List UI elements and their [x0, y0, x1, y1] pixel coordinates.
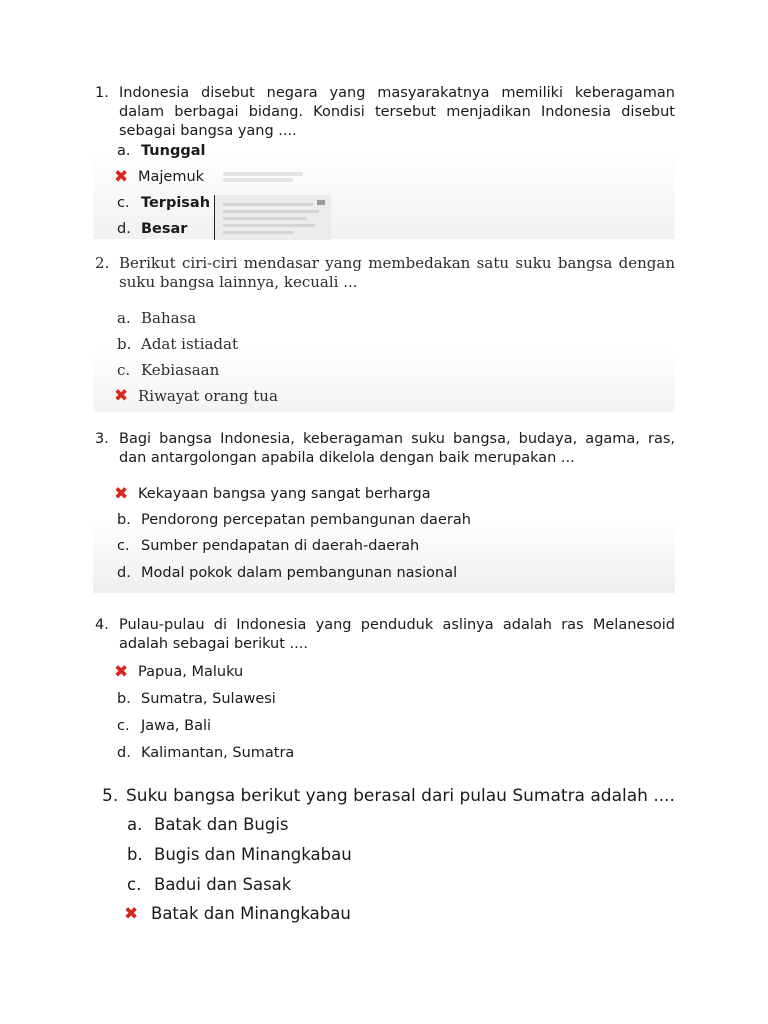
option-b[interactable]: [114, 167, 205, 187]
option-text: Modal pokok dalam pembangunan nasional: [141, 565, 458, 581]
question-text: Pulau-pulau di Indonesia yang penduduk aslinya adalah ras Melanesoid adalah sebagai berikut ....: [119, 617, 675, 652]
question-1: [93, 80, 675, 239]
option-c[interactable]: [117, 360, 219, 380]
option-c[interactable]: [117, 536, 419, 556]
option-letter: b.: [127, 845, 143, 864]
option-a[interactable]: [117, 308, 196, 328]
option-text: Majemuk: [138, 169, 205, 185]
option-a[interactable]: [127, 815, 289, 835]
option-text: Terpisah: [141, 195, 211, 211]
wrong-mark-icon: ✖: [114, 662, 129, 682]
blurred-caption: [223, 170, 303, 186]
option-text: Batak dan Minangkabau: [151, 904, 351, 923]
option-b[interactable]: [117, 510, 471, 530]
option-text: Sumber pendapatan di daerah-daerah: [141, 538, 420, 554]
wrong-mark-icon: ✖: [124, 904, 139, 924]
option-letter: c.: [117, 361, 131, 379]
option-d[interactable]: [117, 563, 457, 583]
question-stem: [95, 84, 675, 141]
option-letter: b.: [117, 335, 132, 353]
question-2: [93, 250, 675, 412]
question-stem: [95, 430, 675, 468]
option-text: Adat istiadat: [141, 335, 239, 353]
option-a[interactable]: [114, 662, 244, 682]
option-text: Besar: [141, 221, 188, 237]
option-text: Sumatra, Sulawesi: [141, 691, 276, 707]
option-letter: c.: [117, 718, 130, 734]
option-d[interactable]: [117, 743, 294, 763]
option-a[interactable]: [117, 141, 205, 161]
option-text: Bahasa: [141, 309, 197, 327]
question-3: [93, 426, 675, 593]
option-text: Kekayaan bangsa yang sangat berharga: [138, 486, 431, 502]
option-letter: a.: [117, 143, 131, 159]
option-letter: a.: [127, 815, 143, 834]
option-letter: c.: [127, 875, 142, 894]
option-letter: c.: [117, 538, 130, 554]
question-stem: [95, 254, 675, 292]
option-text: Jawa, Bali: [141, 718, 212, 734]
option-letter: d.: [117, 565, 131, 581]
option-letter: c.: [117, 195, 130, 211]
option-c[interactable]: [117, 193, 210, 213]
question-number: 1.: [95, 85, 109, 101]
option-text: Pendorong percepatan pembangunan daerah: [141, 512, 471, 528]
option-d[interactable]: [117, 219, 187, 239]
question-number: 4.: [95, 617, 109, 633]
option-letter: a.: [117, 309, 131, 327]
wrong-mark-icon: ✖: [114, 484, 129, 504]
option-text: Tunggal: [141, 143, 206, 159]
question-stem: [102, 786, 682, 806]
option-d[interactable]: [124, 904, 351, 924]
option-text: Kalimantan, Sumatra: [141, 745, 295, 761]
option-text: Badui dan Sasak: [154, 875, 292, 894]
question-text: Indonesia disebut negara yang masyarakatnya memiliki keberagaman dalam berbagai bidang. Kondisi tersebut menjadikan Indonesia disebut sebagai bangsa yang ....: [119, 85, 675, 139]
question-text: Berikut ciri-ciri mendasar yang membedakan satu suku bangsa dengan suku bangsa lainnya, kecuali ...: [119, 254, 675, 291]
question-number: 3.: [95, 431, 109, 447]
question-text: Bagi bangsa Indonesia, keberagaman suku bangsa, budaya, agama, ras, dan antargolongan apabila dikelola dengan baik merupakan ...: [119, 431, 675, 466]
question-5: [100, 782, 682, 932]
option-letter: b.: [117, 512, 131, 528]
option-text: Batak dan Bugis: [154, 815, 289, 834]
wrong-mark-icon: ✖: [114, 167, 129, 187]
question-4: [93, 612, 675, 772]
option-letter: d.: [117, 745, 131, 761]
option-d[interactable]: [114, 386, 278, 406]
option-text: Riwayat orang tua: [138, 387, 278, 405]
option-letter: b.: [117, 691, 131, 707]
option-c[interactable]: [117, 716, 211, 736]
question-stem: [95, 616, 675, 654]
option-b[interactable]: [117, 689, 276, 709]
question-number: 5.: [102, 786, 119, 806]
question-number: 2.: [95, 254, 110, 272]
option-b[interactable]: [117, 334, 238, 354]
option-letter: d.: [117, 221, 131, 237]
option-b[interactable]: [127, 845, 352, 865]
blurred-thumbnail-image: [214, 195, 331, 240]
question-text: Suku bangsa berikut yang berasal dari pulau Sumatra adalah ....: [126, 786, 675, 806]
option-c[interactable]: [127, 875, 291, 895]
option-a[interactable]: [114, 484, 431, 504]
option-text: Bugis dan Minangkabau: [154, 845, 352, 864]
wrong-mark-icon: ✖: [114, 386, 129, 406]
option-text: Papua, Maluku: [138, 664, 244, 680]
option-text: Kebiasaan: [141, 361, 220, 379]
